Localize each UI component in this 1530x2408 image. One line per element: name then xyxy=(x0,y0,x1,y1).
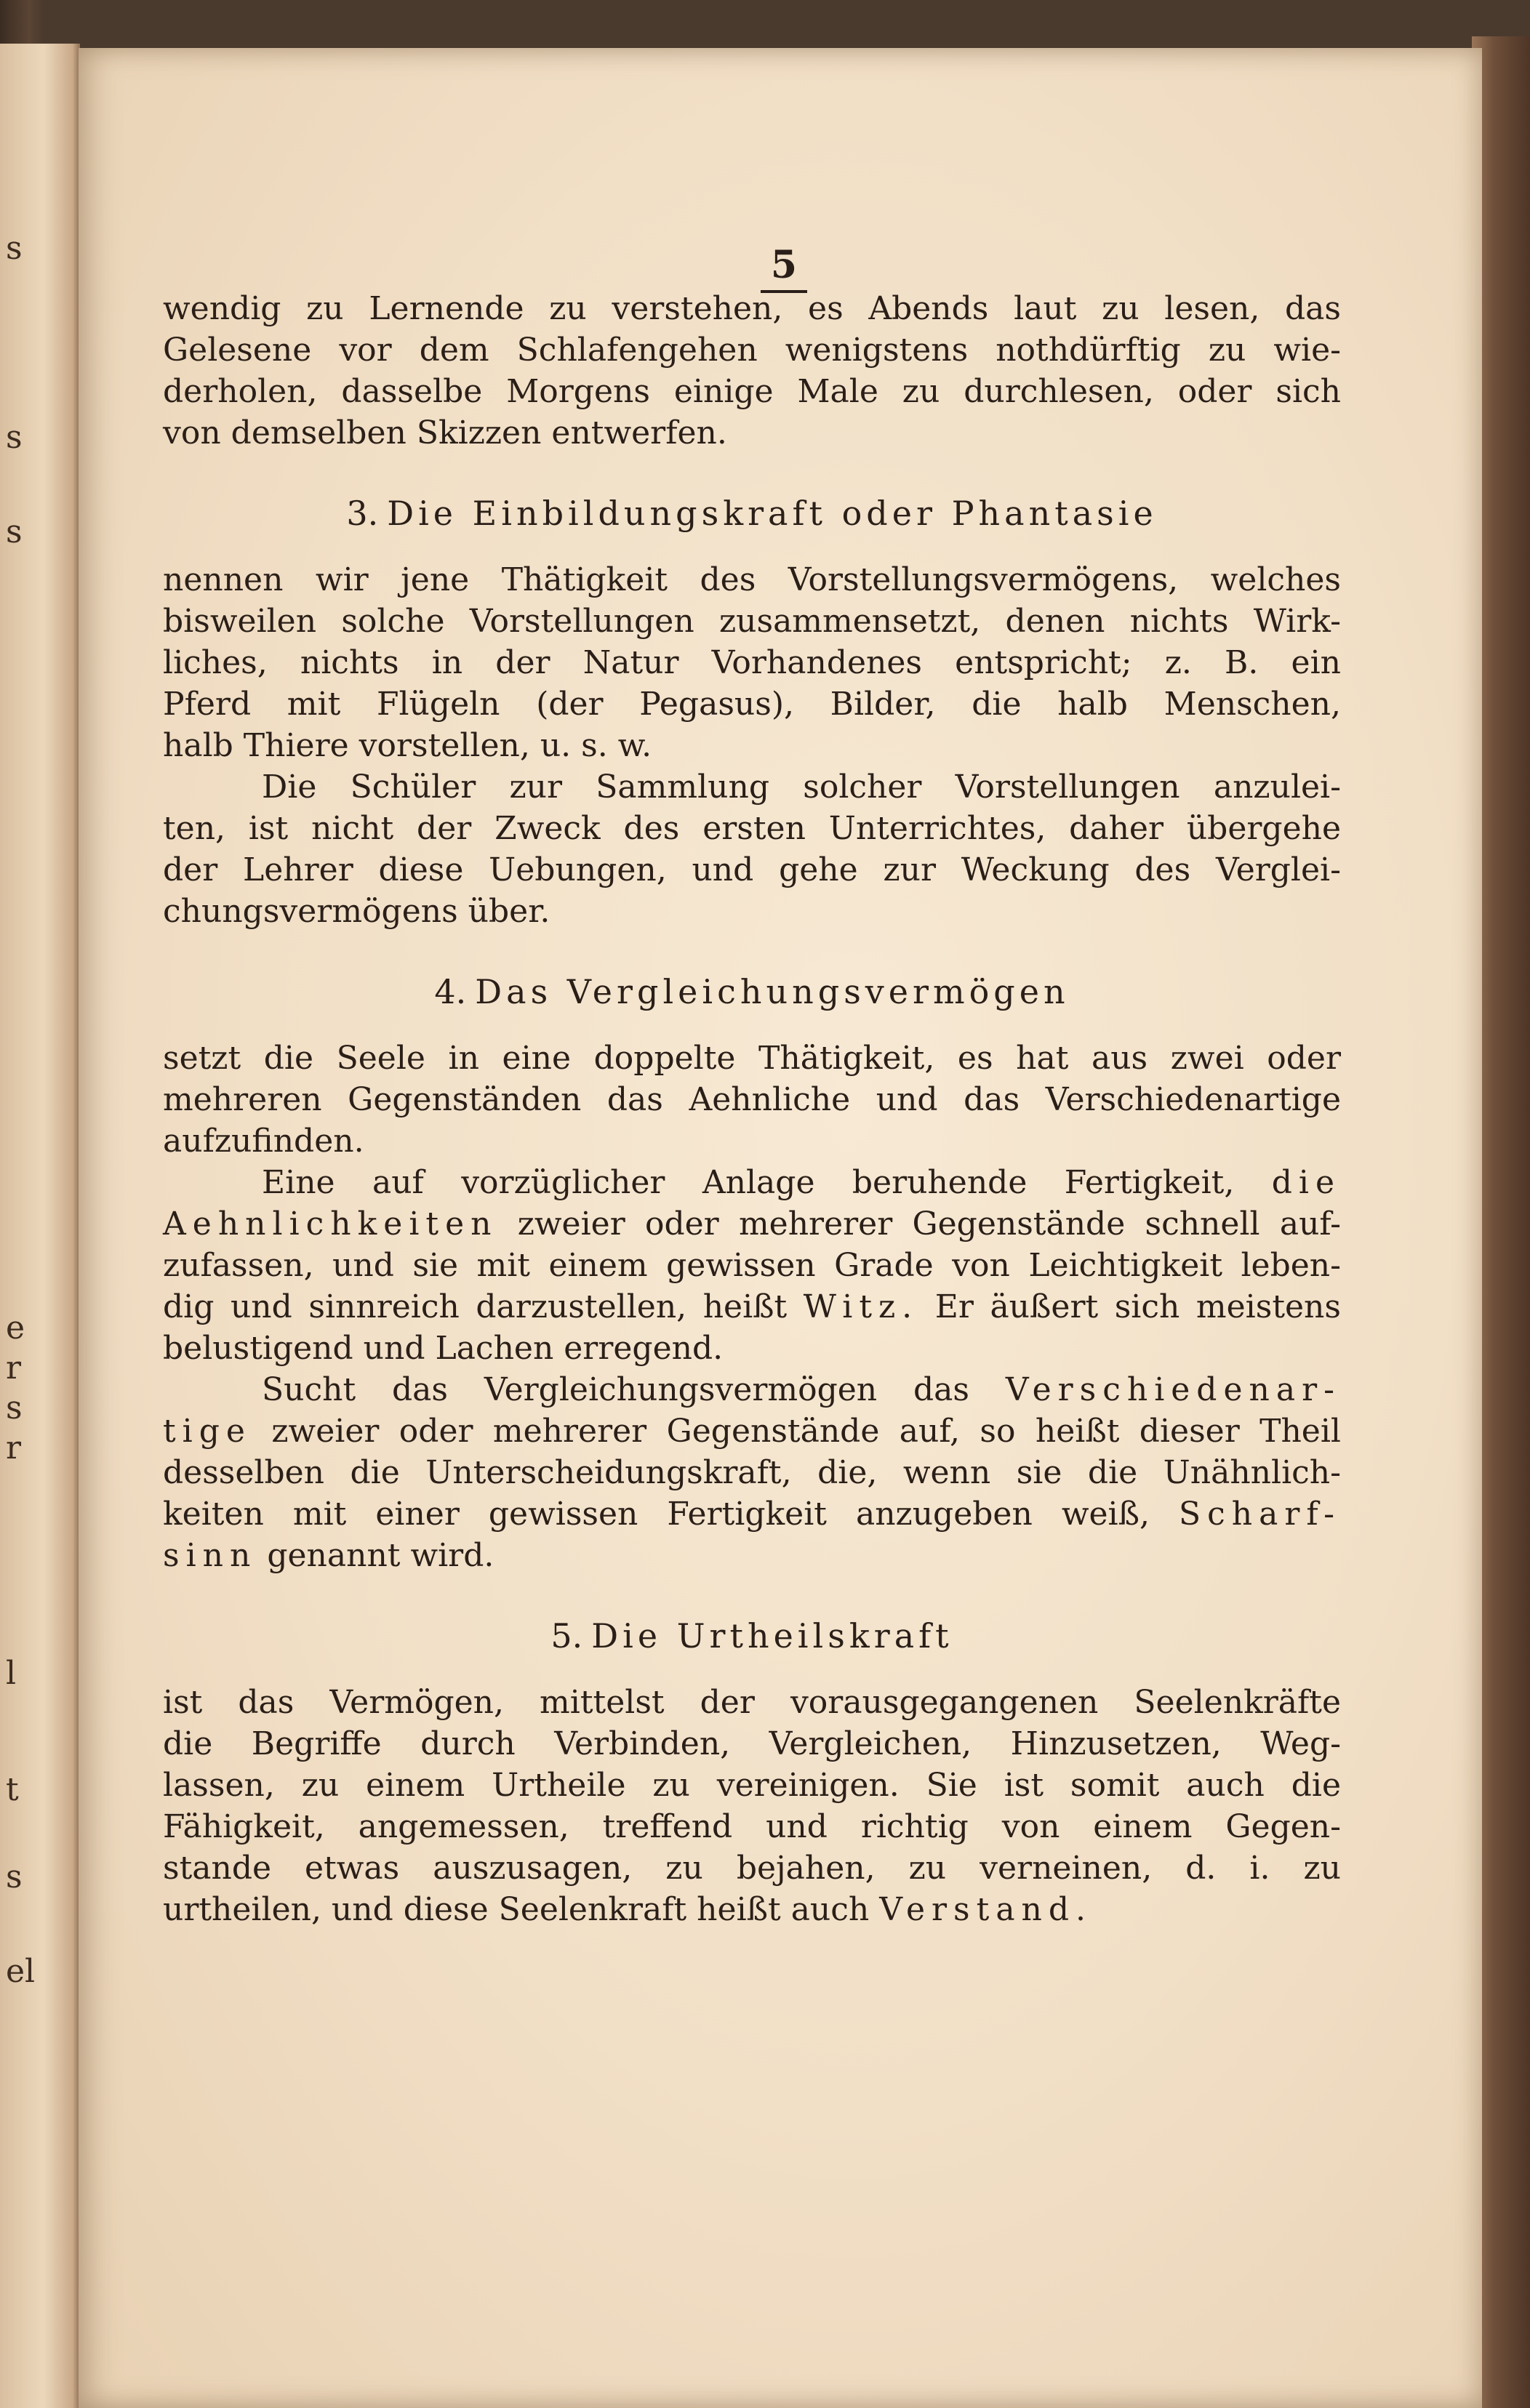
text-run: keiten mit einer gewissen Fertigkeit anzugeben weiß, xyxy=(163,1496,1150,1533)
emphasis-spaced: die xyxy=(1271,1164,1341,1201)
left-page-fragment: el xyxy=(6,1953,36,1990)
section-number: 4. xyxy=(434,972,467,1011)
section-3-paragraph-1 xyxy=(163,559,1341,766)
section-3-heading xyxy=(163,493,1341,534)
emphasis-spaced: Verstand. xyxy=(879,1891,1093,1928)
emphasis-spaced: Scharf- xyxy=(1179,1496,1341,1533)
text-line: derholen, dasselbe Morgens einige Male zu durchlesen, oder sich xyxy=(163,373,1341,410)
left-page-fragment: s xyxy=(6,419,23,456)
text-line: Fähigkeit, angemessen, treffend und richtig von einem Gegen- xyxy=(163,1808,1341,1845)
left-page-fragment: r xyxy=(6,1429,22,1466)
text-line: halb Thiere vorstellen, u. s. w. xyxy=(163,727,652,764)
text-line: belustigend und Lachen erregend. xyxy=(163,1330,724,1367)
text-run: urtheilen, und diese Seelenkraft heißt auch xyxy=(163,1891,870,1928)
text-line: ist das Vermögen, mittelst der vorausgegangenen Seelenkräfte xyxy=(163,1684,1341,1721)
page-text xyxy=(163,288,1341,1930)
section-5-paragraph xyxy=(163,1682,1341,1930)
text-line: Pferd mit Flügeln (der Pegasus), Bilder, die halb Menschen, xyxy=(163,686,1341,723)
text-run: Er äußert sich meistens xyxy=(934,1288,1341,1325)
section-number: 5. xyxy=(550,1616,583,1656)
left-page-fragment: t xyxy=(6,1771,19,1808)
emphasis-spaced: Verschiedenar- xyxy=(1005,1371,1341,1408)
text-line xyxy=(163,1203,1341,1245)
left-page-fragment: s xyxy=(6,513,23,550)
previous-page-edge xyxy=(0,44,80,2408)
text-line: stande etwas auszusagen, zu bejahen, zu verneinen, d. i. zu xyxy=(163,1850,1341,1887)
section-3-paragraph-2 xyxy=(163,766,1341,932)
left-page-fragment: s xyxy=(6,230,23,267)
emphasis-spaced: Witz. xyxy=(803,1288,919,1325)
section-4-paragraph-3 xyxy=(163,1369,1341,1576)
text-line xyxy=(163,1369,1341,1410)
text-line: der Lehrer diese Uebungen, und gehe zur Weckung des Verglei- xyxy=(163,851,1341,888)
section-4-paragraph-2 xyxy=(163,1162,1341,1369)
text-run: Sucht das Vergleichungsvermögen das xyxy=(262,1371,969,1408)
section-4-paragraph-1 xyxy=(163,1038,1341,1162)
page-number-text: 5 xyxy=(761,243,807,293)
text-run: Eine auf vorzüglicher Anlage beruhende Fertigkeit, xyxy=(262,1164,1235,1201)
text-line: nennen wir jene Thätigkeit des Vorstellungsvermögens, welches xyxy=(163,561,1341,598)
text-line: ten, ist nicht der Zweck des ersten Unterrichtes, daher übergehe xyxy=(163,810,1341,847)
text-line: wendig zu Lernende zu verstehen, es Abends laut zu lesen, das xyxy=(163,290,1341,327)
text-run: genannt wird. xyxy=(267,1537,494,1574)
book-page xyxy=(79,48,1482,2408)
left-page-fragment: s xyxy=(6,1858,23,1895)
left-page-fragment: e xyxy=(6,1309,25,1347)
section-title: Die Urtheilskraft xyxy=(591,1616,953,1656)
text-line: bisweilen solche Vorstellungen zusammensetzt, denen nichts Wirk- xyxy=(163,603,1341,640)
section-title: Das Vergleichungsvermögen xyxy=(475,972,1070,1011)
text-line: zufassen, und sie mit einem gewissen Grade von Leichtigkeit leben- xyxy=(163,1247,1341,1284)
left-page-fragment: r xyxy=(6,1349,22,1386)
section-number: 3. xyxy=(346,494,379,533)
text-line: setzt die Seele in eine doppelte Thätigkeit, es hat aus zwei oder xyxy=(163,1040,1341,1077)
section-title: Die Einbildungskraft oder Phantasie xyxy=(387,494,1158,533)
emphasis-spaced: sinn xyxy=(163,1537,257,1574)
text-run: zweier oder mehrerer Gegenstände auf, so heißt dieser Theil xyxy=(271,1413,1341,1450)
text-line: lassen, zu einem Urtheile zu vereinigen. Sie ist somit auch die xyxy=(163,1767,1341,1804)
text-line: liches, nichts in der Natur Vorhandenes entspricht; z. B. ein xyxy=(163,644,1341,681)
text-line: aufzufinden. xyxy=(163,1123,364,1160)
page-number xyxy=(79,48,1482,293)
section-4-heading xyxy=(163,971,1341,1013)
intro-paragraph xyxy=(163,288,1341,454)
left-page-fragment: s xyxy=(6,1389,23,1426)
emphasis-spaced: tige xyxy=(163,1413,252,1450)
text-line xyxy=(163,1410,1341,1452)
emphasis-spaced: Aehnlichkeiten xyxy=(163,1205,498,1243)
text-line: desselben die Unterscheidungskraft, die, wenn sie die Unähnlich- xyxy=(163,1454,1341,1491)
section-5-heading xyxy=(163,1616,1341,1657)
text-line xyxy=(163,1535,1341,1576)
text-line: chungsvermögens über. xyxy=(163,893,550,930)
text-line xyxy=(163,1162,1341,1203)
text-line: die Begriffe durch Verbinden, Vergleichen, Hinzusetzen, Weg- xyxy=(163,1725,1341,1762)
text-line xyxy=(163,1889,1341,1930)
text-line xyxy=(163,1286,1341,1328)
text-line xyxy=(163,1493,1341,1535)
text-line: von demselben Skizzen entwerfen. xyxy=(163,414,727,452)
text-line: Die Schüler zur Sammlung solcher Vorstellungen anzulei- xyxy=(262,768,1341,806)
text-run: dig und sinnreich darzustellen, heißt xyxy=(163,1288,788,1325)
text-line: mehreren Gegenständen das Aehnliche und das Verschiedenartige xyxy=(163,1081,1341,1118)
text-run: zweier oder mehrerer Gegenstände schnell auf- xyxy=(517,1205,1341,1243)
left-page-fragment: l xyxy=(6,1655,17,1692)
text-line: Gelesene vor dem Schlafengehen wenigstens nothdürftig zu wie- xyxy=(163,332,1341,369)
